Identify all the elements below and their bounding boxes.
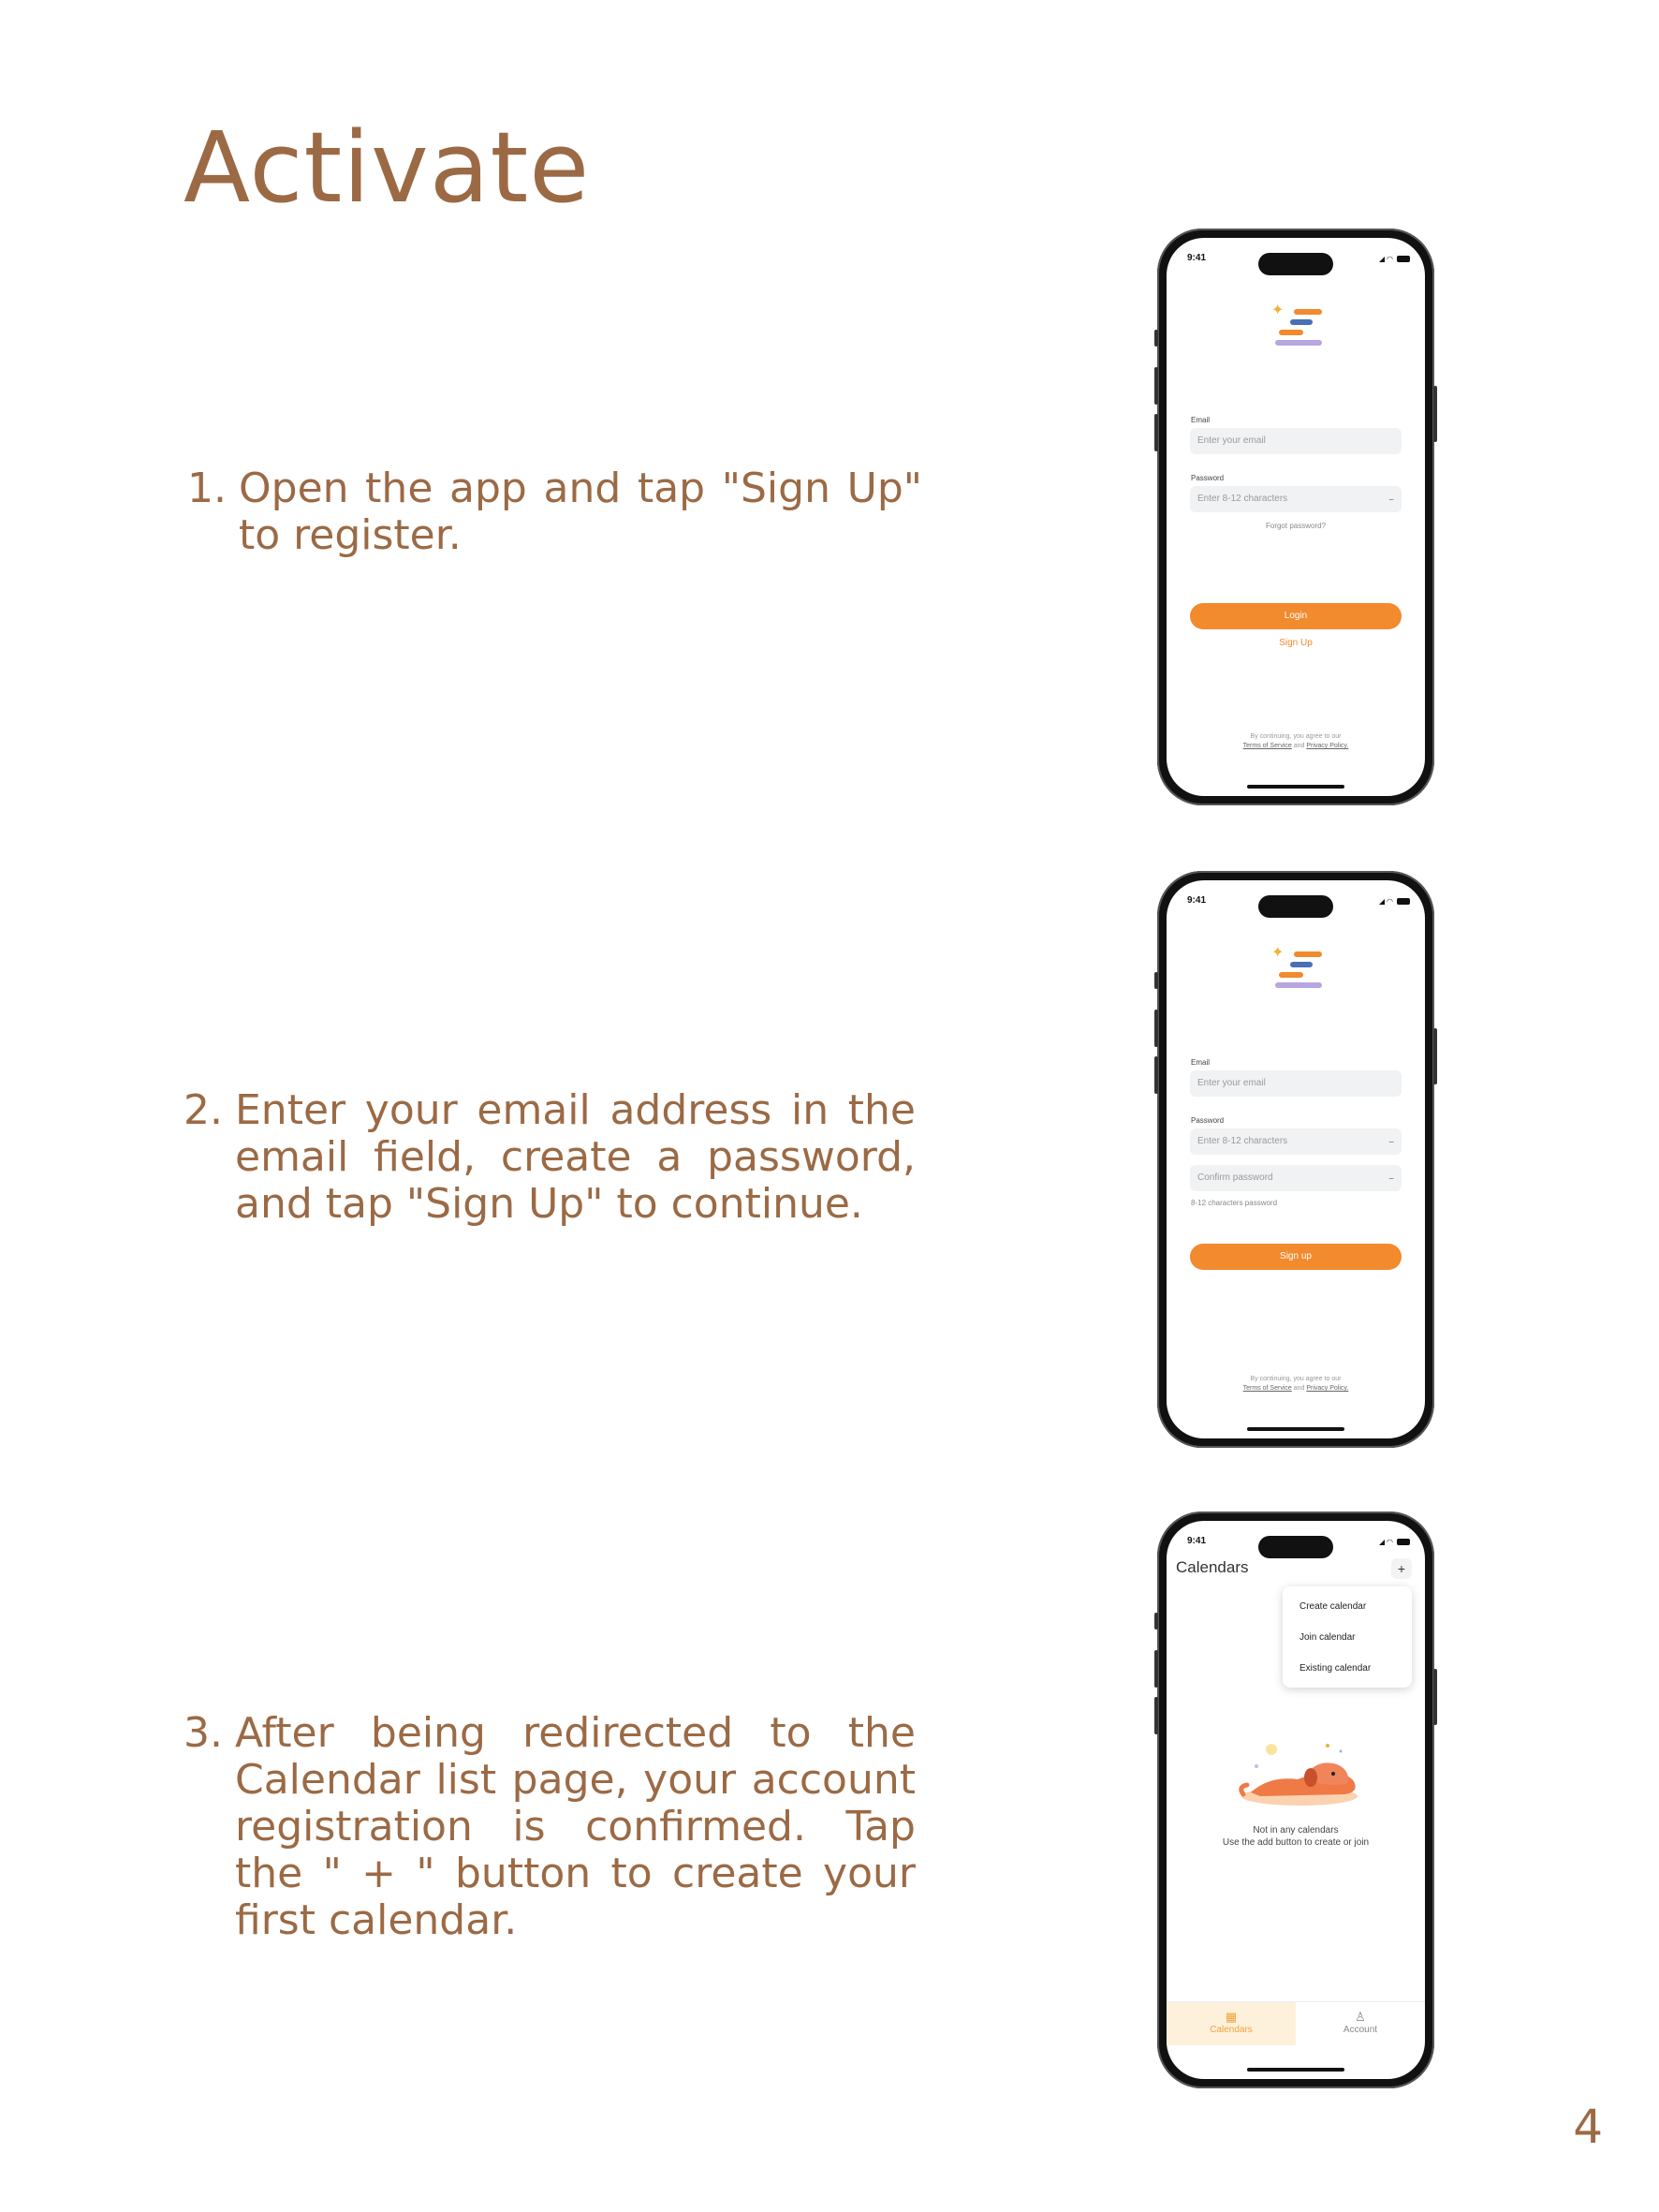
login-screen (1167, 238, 1425, 796)
tab-calendars[interactable] (1167, 2002, 1296, 2045)
empty-line-1: Not in any calendars (1253, 1825, 1339, 1836)
menu-item-existing-calendar[interactable]: Existing calendar (1299, 1663, 1372, 1674)
step-text: Open the app and tap "Sign Up" to register. (239, 465, 922, 559)
tab-label: Calendars (1210, 2025, 1253, 2035)
eye-closed-icon[interactable]: ⌣ (1388, 494, 1394, 504)
tab-account[interactable] (1296, 2002, 1425, 2045)
empty-line-2: Use the add button to create or join (1222, 1837, 1370, 1848)
home-indicator (1247, 785, 1344, 789)
dynamic-island (1258, 253, 1333, 275)
terms-link[interactable]: Terms of Service (1242, 1385, 1292, 1392)
sparkle-icon: ✦ (1271, 945, 1285, 961)
menu-item-join-calendar[interactable]: Join calendar (1299, 1632, 1356, 1643)
password-placeholder: Enter 8-12 characters (1197, 494, 1288, 504)
eye-closed-icon[interactable]: ⌣ (1388, 1137, 1394, 1146)
step-number: 3. (184, 1709, 223, 1757)
page-title: Activate (184, 111, 591, 225)
sign-up-button[interactable]: Sign up (1190, 1244, 1402, 1270)
calendars-screen (1167, 1521, 1425, 2079)
add-menu (1283, 1586, 1412, 1688)
calendar-icon: ▦ (1225, 2010, 1238, 2024)
status-icons: ◠ (1380, 1539, 1410, 1545)
status-icons: ◠ (1380, 256, 1410, 262)
email-label: Email (1191, 416, 1211, 424)
dynamic-island (1258, 1536, 1333, 1558)
step-number: 2. (184, 1086, 223, 1134)
sparkle-icon: ✦ (1271, 302, 1285, 318)
step-text: Enter your email address in the email field, create a password, and tap "Sign Up" to continue. (235, 1086, 916, 1228)
login-button[interactable]: Login (1190, 603, 1402, 629)
person-icon: ♙ (1355, 2010, 1366, 2024)
dog-illustration (1213, 1738, 1382, 1813)
email-field[interactable]: Enter your email (1190, 1070, 1402, 1097)
and-text: and (1293, 1385, 1305, 1392)
phone-mockup-calendars (1157, 1512, 1434, 2088)
step-2 (184, 1087, 916, 1228)
password-label: Password (1191, 474, 1225, 482)
confirm-password-field[interactable] (1190, 1165, 1402, 1191)
privacy-link[interactable]: Privacy Policy. (1306, 743, 1349, 749)
tab-label: Account (1343, 2025, 1378, 2035)
empty-state-text (1167, 1824, 1425, 1849)
status-time: 9:41 (1187, 1536, 1207, 1546)
signup-screen (1167, 880, 1425, 1438)
page-number: 4 (1573, 2100, 1603, 2154)
status-icons: ◠ (1380, 898, 1410, 905)
terms-link[interactable]: Terms of Service (1242, 743, 1292, 749)
password-field[interactable] (1190, 486, 1402, 512)
legal-line: By continuing, you agree to our (1250, 733, 1342, 740)
email-label: Email (1191, 1058, 1211, 1067)
sign-up-link[interactable]: Sign Up (1279, 638, 1313, 648)
email-field[interactable]: Enter your email (1190, 428, 1402, 454)
password-hint: 8-12 characters password (1191, 1199, 1278, 1207)
password-field[interactable] (1190, 1128, 1402, 1155)
forgot-password-link[interactable]: Forgot password? (1265, 522, 1327, 530)
app-logo (1268, 946, 1324, 995)
password-placeholder: Enter 8-12 characters (1197, 1136, 1288, 1146)
phone-mockup-login (1157, 229, 1434, 805)
step-text: After being redirected to the Calendar list page, your account registration is confirmed. Tap the " + " button to create your first calendar. (235, 1709, 916, 1944)
home-indicator (1247, 2068, 1344, 2072)
step-number: 1. (187, 465, 227, 512)
add-button[interactable]: + (1391, 1558, 1412, 1579)
app-logo (1268, 303, 1324, 352)
calendars-title: Calendars (1176, 1558, 1249, 1576)
home-indicator (1247, 1427, 1344, 1431)
legal-line: By continuing, you agree to our (1250, 1376, 1342, 1382)
confirm-placeholder: Confirm password (1197, 1172, 1273, 1183)
step-3 (184, 1710, 916, 1944)
phone-mockup-signup (1157, 871, 1434, 1448)
status-time: 9:41 (1187, 253, 1207, 263)
legal-text (1167, 1375, 1425, 1394)
step-1 (187, 465, 922, 559)
eye-closed-icon[interactable]: ⌣ (1388, 1173, 1394, 1183)
legal-text (1167, 732, 1425, 751)
tab-bar (1167, 2001, 1425, 2045)
privacy-link[interactable]: Privacy Policy. (1306, 1385, 1349, 1392)
status-time: 9:41 (1187, 895, 1207, 906)
dynamic-island (1258, 895, 1333, 918)
menu-item-create-calendar[interactable]: Create calendar (1299, 1601, 1367, 1612)
password-label: Password (1191, 1116, 1225, 1125)
and-text: and (1293, 743, 1305, 749)
